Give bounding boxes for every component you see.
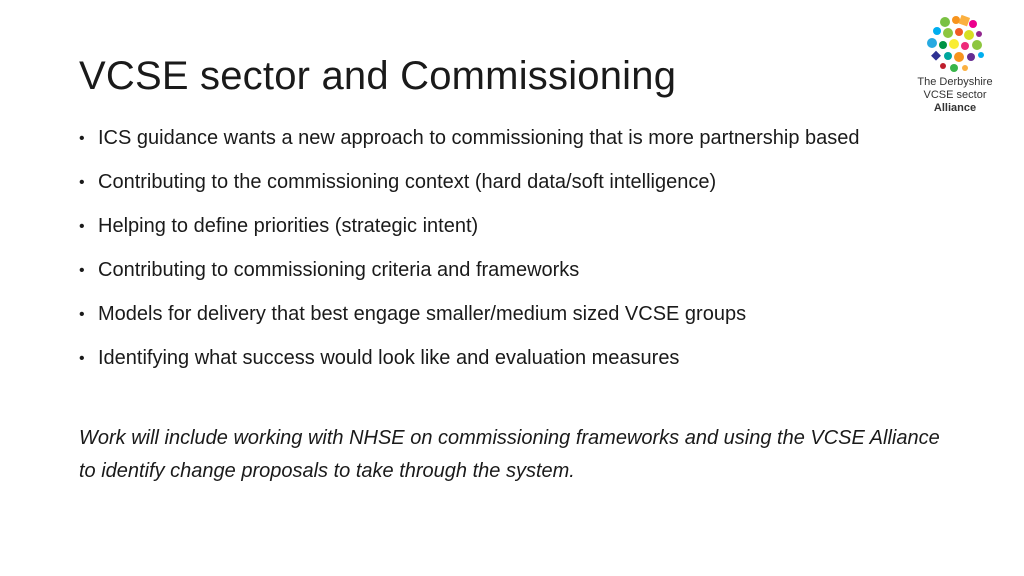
bullet-item: • Contributing to commissioning criteria and frameworks bbox=[79, 254, 929, 287]
bullet-list bbox=[79, 122, 929, 386]
bullet-item: • Helping to define priorities (strategic intent) bbox=[79, 210, 929, 243]
bullet-item: • Models for delivery that best engage smaller/medium sized VCSE groups bbox=[79, 298, 929, 331]
italic-note: Work will include working with NHSE on commissioning frameworks and using the VCSE Alliance to identify change proposals to take through the system. bbox=[79, 427, 940, 482]
bullet-item: • ICS guidance wants a new approach to commissioning that is more partnership based bbox=[79, 122, 929, 155]
bullet-icon: • bbox=[79, 306, 85, 323]
slide-title: VCSE sector and Commissioning bbox=[79, 54, 677, 98]
bullet-item: • Contributing to the commissioning context (hard data/soft intelligence) bbox=[79, 166, 929, 199]
bullet-icon: • bbox=[79, 350, 85, 367]
bullet-item: • Identifying what success would look like and evaluation measures bbox=[79, 342, 929, 375]
alliance-logo bbox=[900, 14, 1010, 124]
bullet-icon: • bbox=[79, 262, 85, 279]
logo-text: The Derbyshire VCSE sector Alliance bbox=[917, 76, 993, 114]
bullet-icon: • bbox=[79, 130, 85, 147]
bullet-icon: • bbox=[79, 218, 85, 235]
bullet-icon: • bbox=[79, 174, 85, 191]
colorful-dots-cluster-icon bbox=[923, 14, 987, 76]
